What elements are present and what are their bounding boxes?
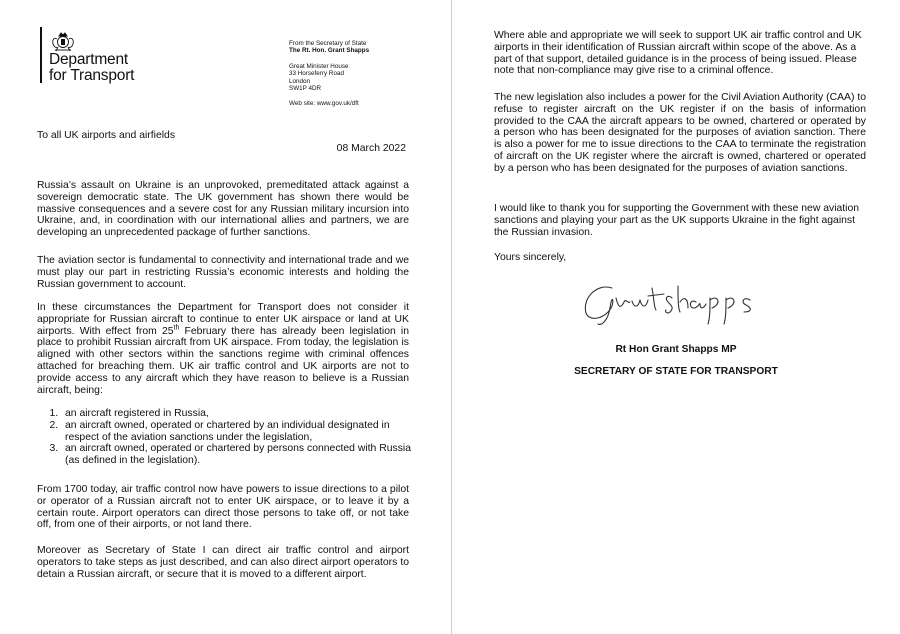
list-item: 2. an aircraft owned, operated or chartered by an individual designated in respect of the aviation sanctions under the legislation, (61, 420, 425, 444)
ordinal-suffix: th (173, 324, 180, 332)
paragraph: Russia’s assault on Ukraine is an unprovoked, premeditated attack against a sovereign democratic state. The UK government has shown there would be massive consequences and a severe cost for any Russian military incursion into Ukraine, and, in coordination with our international allies and partners, we are developing an unprecedented package of further sanctions. (37, 180, 409, 239)
letter-date: 08 March 2022 (336, 143, 406, 154)
paragraph: From 1700 today, air traffic control now have powers to issue directions to a pilot or operator of a Russian aircraft not to enter UK airspace, or to leave it by a certain route. Airport operators can direct those persons to take off, or not take off, from one of their airports, or not land there. (37, 484, 409, 531)
royal-crest-icon (48, 27, 78, 53)
signatory-title: SECRETARY OF STATE FOR TRANSPORT (574, 366, 778, 377)
logo-text-line2: for Transport (49, 67, 135, 84)
sender-block (289, 40, 369, 108)
address-line: SW1P 4DR (289, 85, 322, 93)
paragraph: The aviation sector is fundamental to connectivity and international trade and we must play our part in restricting Russia’s economic interests and holding the Russian government to account. (37, 255, 409, 290)
paragraph (37, 302, 409, 396)
address-line: Great Minister House (289, 62, 349, 70)
closing: Yours sincerely, (494, 252, 567, 263)
from-name: The Rt. Hon. Grant Shapps (289, 47, 370, 55)
address-line: 33 Horseferry Road (289, 70, 344, 78)
paragraph: The new legislation also includes a power for the Civil Aviation Authority (CAA) to refuse to register aircraft on the UK register if on the basis of information provided to the CAA the aircraft appears to be owned, chartered or operated by a person who has been designated for the purposes of aviation sanction. There is also a power for me to issue directions to the CAA to terminate the registration of aircraft on the UK register where the aircraft is owned, chartered or operated by a person who has been designated for the purposes of aviation sanctions. (494, 92, 866, 174)
handwritten-signature (572, 268, 802, 328)
logo-text-line1: Department (49, 51, 128, 68)
paragraph-text: In these circumstances the Department for Transport does not consider it appropriate for Russian aircraft to continue to enter UK airspace or land at UK airports. With effect from 25 (37, 302, 409, 337)
from-label: From the Secretary of State (289, 40, 367, 47)
list-item: 3. an aircraft owned, operated or chartered by persons connected with Russia (as defined in the legislation). (61, 443, 425, 467)
logo-bar (40, 27, 42, 83)
signatory-name: Rt Hon Grant Shapps MP (615, 344, 737, 355)
paragraph-text: February there has already been legislation in place to prohibit Russian aircraft from UK airspace. From today, the legislation is aligned with other sectors within the sanctions regime with criminal offences attached for breaching them. UK air traffic control and UK airports are not to provide access to any aircraft which they have reason to believe is a Russian aircraft, being: (37, 325, 409, 396)
paragraph: I would like to thank you for supporting the Government with these new aviation sanctions and playing your part as the UK supports Ukraine in the fight against the Russian invasion. (494, 203, 860, 238)
reasons-list (45, 408, 425, 467)
paragraph: Where able and appropriate we will seek to support UK air traffic control and UK airports in their identification of Russian aircraft within scope of the above. As a part of that support, detailed guidance is in the process of being issued. Please note that non-compliance may give rise to a criminal offence. (494, 30, 862, 77)
paragraph: Moreover as Secretary of State I can direct air traffic control and airport operators to take steps as just described, and can also direct airport operators to detain a Russian aircraft, or secure that it is moved to a different airport. (37, 545, 409, 580)
letter-page-2 (452, 0, 900, 634)
addressee: To all UK airports and airfields (37, 130, 176, 141)
address-line: London (289, 77, 311, 85)
dft-logo (40, 27, 160, 87)
website-line: Web site: www.gov.uk/dft (289, 100, 359, 108)
list-item: 1. an aircraft registered in Russia, (61, 408, 425, 420)
